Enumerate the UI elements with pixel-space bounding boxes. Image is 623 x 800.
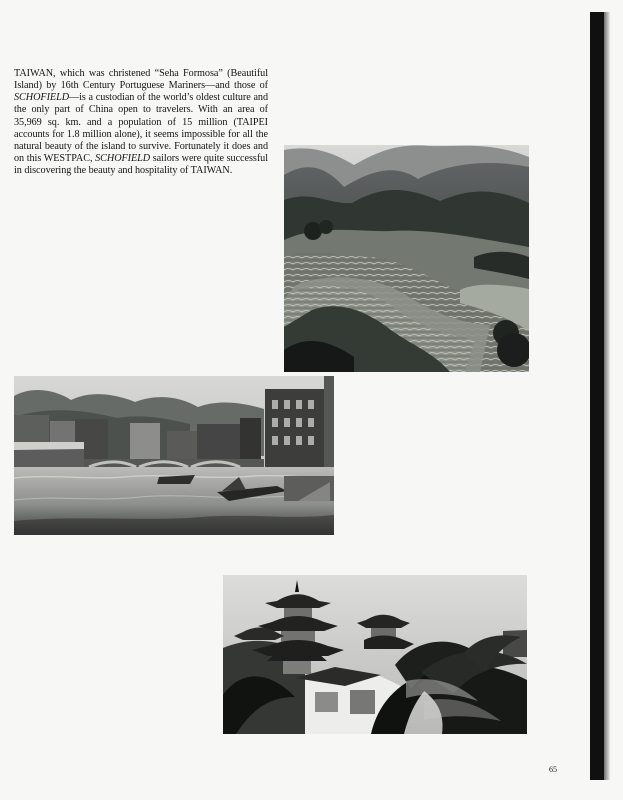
harbor-river-photo	[14, 376, 334, 535]
pagoda-palms-image	[223, 575, 527, 734]
page-spine-edge	[604, 12, 610, 780]
terraced-hills-image	[284, 145, 529, 372]
harbor-river-image	[14, 376, 334, 535]
ship-name-schofield-2: SCHOFIELD	[95, 153, 151, 165]
pagoda-palms-photo	[223, 575, 527, 734]
intro-text-part-2: —is a custodian of the world’s oldest culture and the only part of China open to travelers. With an area of 35,969 sq. km. and a population of 15 million (TAIPEI accounts for 1.8 million alone), it seems impossible for all the natural beauty of the island to survive. Fortunately it does and on this WESTPAC,	[14, 92, 268, 165]
page-number: 65	[549, 765, 557, 774]
intro-text-part-1: TAIWAN, which was christened “Seha Formosa” (Beautiful Island) by 16th Century Portuguese Mariners—and those of	[14, 68, 268, 92]
page-spine-shadow	[590, 12, 604, 780]
intro-text-part-3: sailors were quite successful in discovering the beauty and hospitality of TAIWAN.	[14, 153, 268, 177]
article-intro-paragraph	[14, 68, 268, 177]
ship-name-schofield-1: SCHOFIELD	[14, 92, 70, 104]
terraced-hills-photo	[284, 145, 529, 372]
